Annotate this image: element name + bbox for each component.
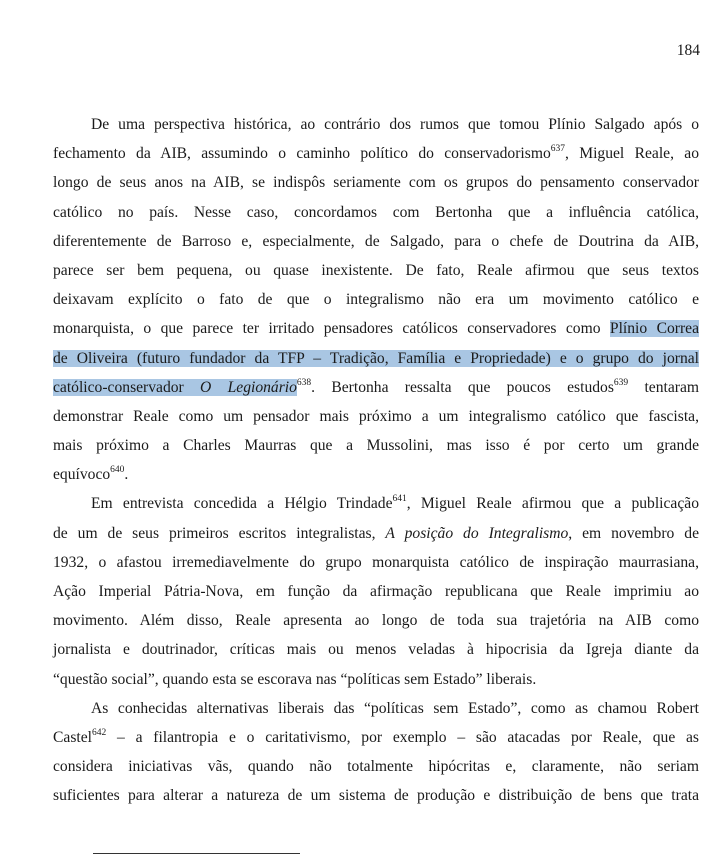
text-line: diferentemente de Barroso e, especialmente, de Salgado, para o chefe de Doutrina da AIB, [53, 232, 699, 250]
footnote-ref[interactable]: 640 [110, 465, 125, 476]
footnote-separator [93, 853, 300, 854]
text-line: As conhecidas alternativas liberais das “políticas sem Estado”, como as chamou Robert [91, 699, 699, 717]
highlighted-text: de Oliveira (futuro fundador da TFP – Tradição, Família e Propriedade) e o grupo do jornal [53, 349, 699, 367]
text-line: considera iniciativas vãs, quando não totalmente hipócritas e, claramente, não seriam [53, 758, 699, 776]
text-line: Em entrevista concedida a Hélgio Trindade$^{641}$, Miguel Reale afirmou que a publicação [91, 494, 699, 513]
text-line: mais próximo a Charles Maurras que a Mussolini, mas isso é por certo um grande [53, 437, 699, 455]
text-line: de um de seus primeiros escritos integralistas, A posição do Integralismo, em novembro de [53, 524, 699, 542]
footnote-ref[interactable]: 638 [296, 377, 312, 388]
text-line: 1932, o afastou irremediavelmente do grupo monarquista católico de inspiração maurrasiana, [53, 553, 699, 571]
text-line: parece ser bem pequena, ou quase inexistente. De fato, Reale afirmou que seus textos [53, 261, 699, 279]
text-line: “questão social”, quando esta se escorava nas “políticas sem Estado” liberais. [53, 670, 537, 688]
highlighted-text: Plínio Correa [609, 320, 699, 338]
text-line: fechamento da AIB, assumindo o caminho político do conservadorismo$^{637}$, Miguel Reale, ao [53, 144, 699, 163]
text-line: suficientes para alterar a natureza de um sistema de produção e distribuição de bens que trata [53, 787, 699, 805]
body-text [53, 110, 699, 811]
text-line: movimento. Além disso, Reale apresenta ao longo de toda sua trajetória na AIB como [53, 612, 699, 630]
footnote-ref[interactable]: 639 [613, 377, 629, 388]
text-line: católico-conservador O Legionário$^{638}$. Bertonha ressalta que poucos estudos$^{639}$ tentaram [53, 377, 699, 396]
text-line: católico no país. Nesse caso, concordamos com Bertonha que a influência católica, [53, 203, 699, 221]
page-number: 184 [676, 42, 700, 59]
text-line: jornalista e doutrinador, críticas mais ou menos veladas à hipocrisia da Igreja diante da [53, 641, 699, 659]
footnote-ref[interactable]: 642 [91, 727, 107, 738]
text-line: equívoco$^{640}$. [53, 465, 129, 484]
text-line: deixavam explícito o fato de que o integralismo não era um movimento católico e [53, 291, 699, 309]
text-line: demonstrar Reale como um pensador mais próximo a um integralismo católico que fascista, [53, 407, 699, 425]
text-line: longo de seus anos na AIB, se indispôs seriamente com os grupos do pensamento conservador [53, 174, 699, 192]
footnote-ref[interactable]: 641 [392, 494, 407, 505]
text-line: Ação Imperial Pátria-Nova, em função da afirmação republicana que Reale imprimiu ao [53, 583, 699, 600]
footnote-ref[interactable]: 637 [550, 144, 566, 154]
text-line [53, 344, 699, 373]
text-line: monarquista, o que parece ter irritado pensadores católicos conservadores como Plínio Correa [53, 320, 699, 338]
highlighted-text: católico-conservador O Legionário [53, 378, 297, 396]
text-line: De uma perspectiva histórica, ao contrário dos rumos que tomou Plínio Salgado após o [91, 116, 699, 133]
text-line: Castel$^{642}$ – a filantropia e o caritativismo, por exemplo – são atacadas por Reale, que as [53, 727, 699, 746]
